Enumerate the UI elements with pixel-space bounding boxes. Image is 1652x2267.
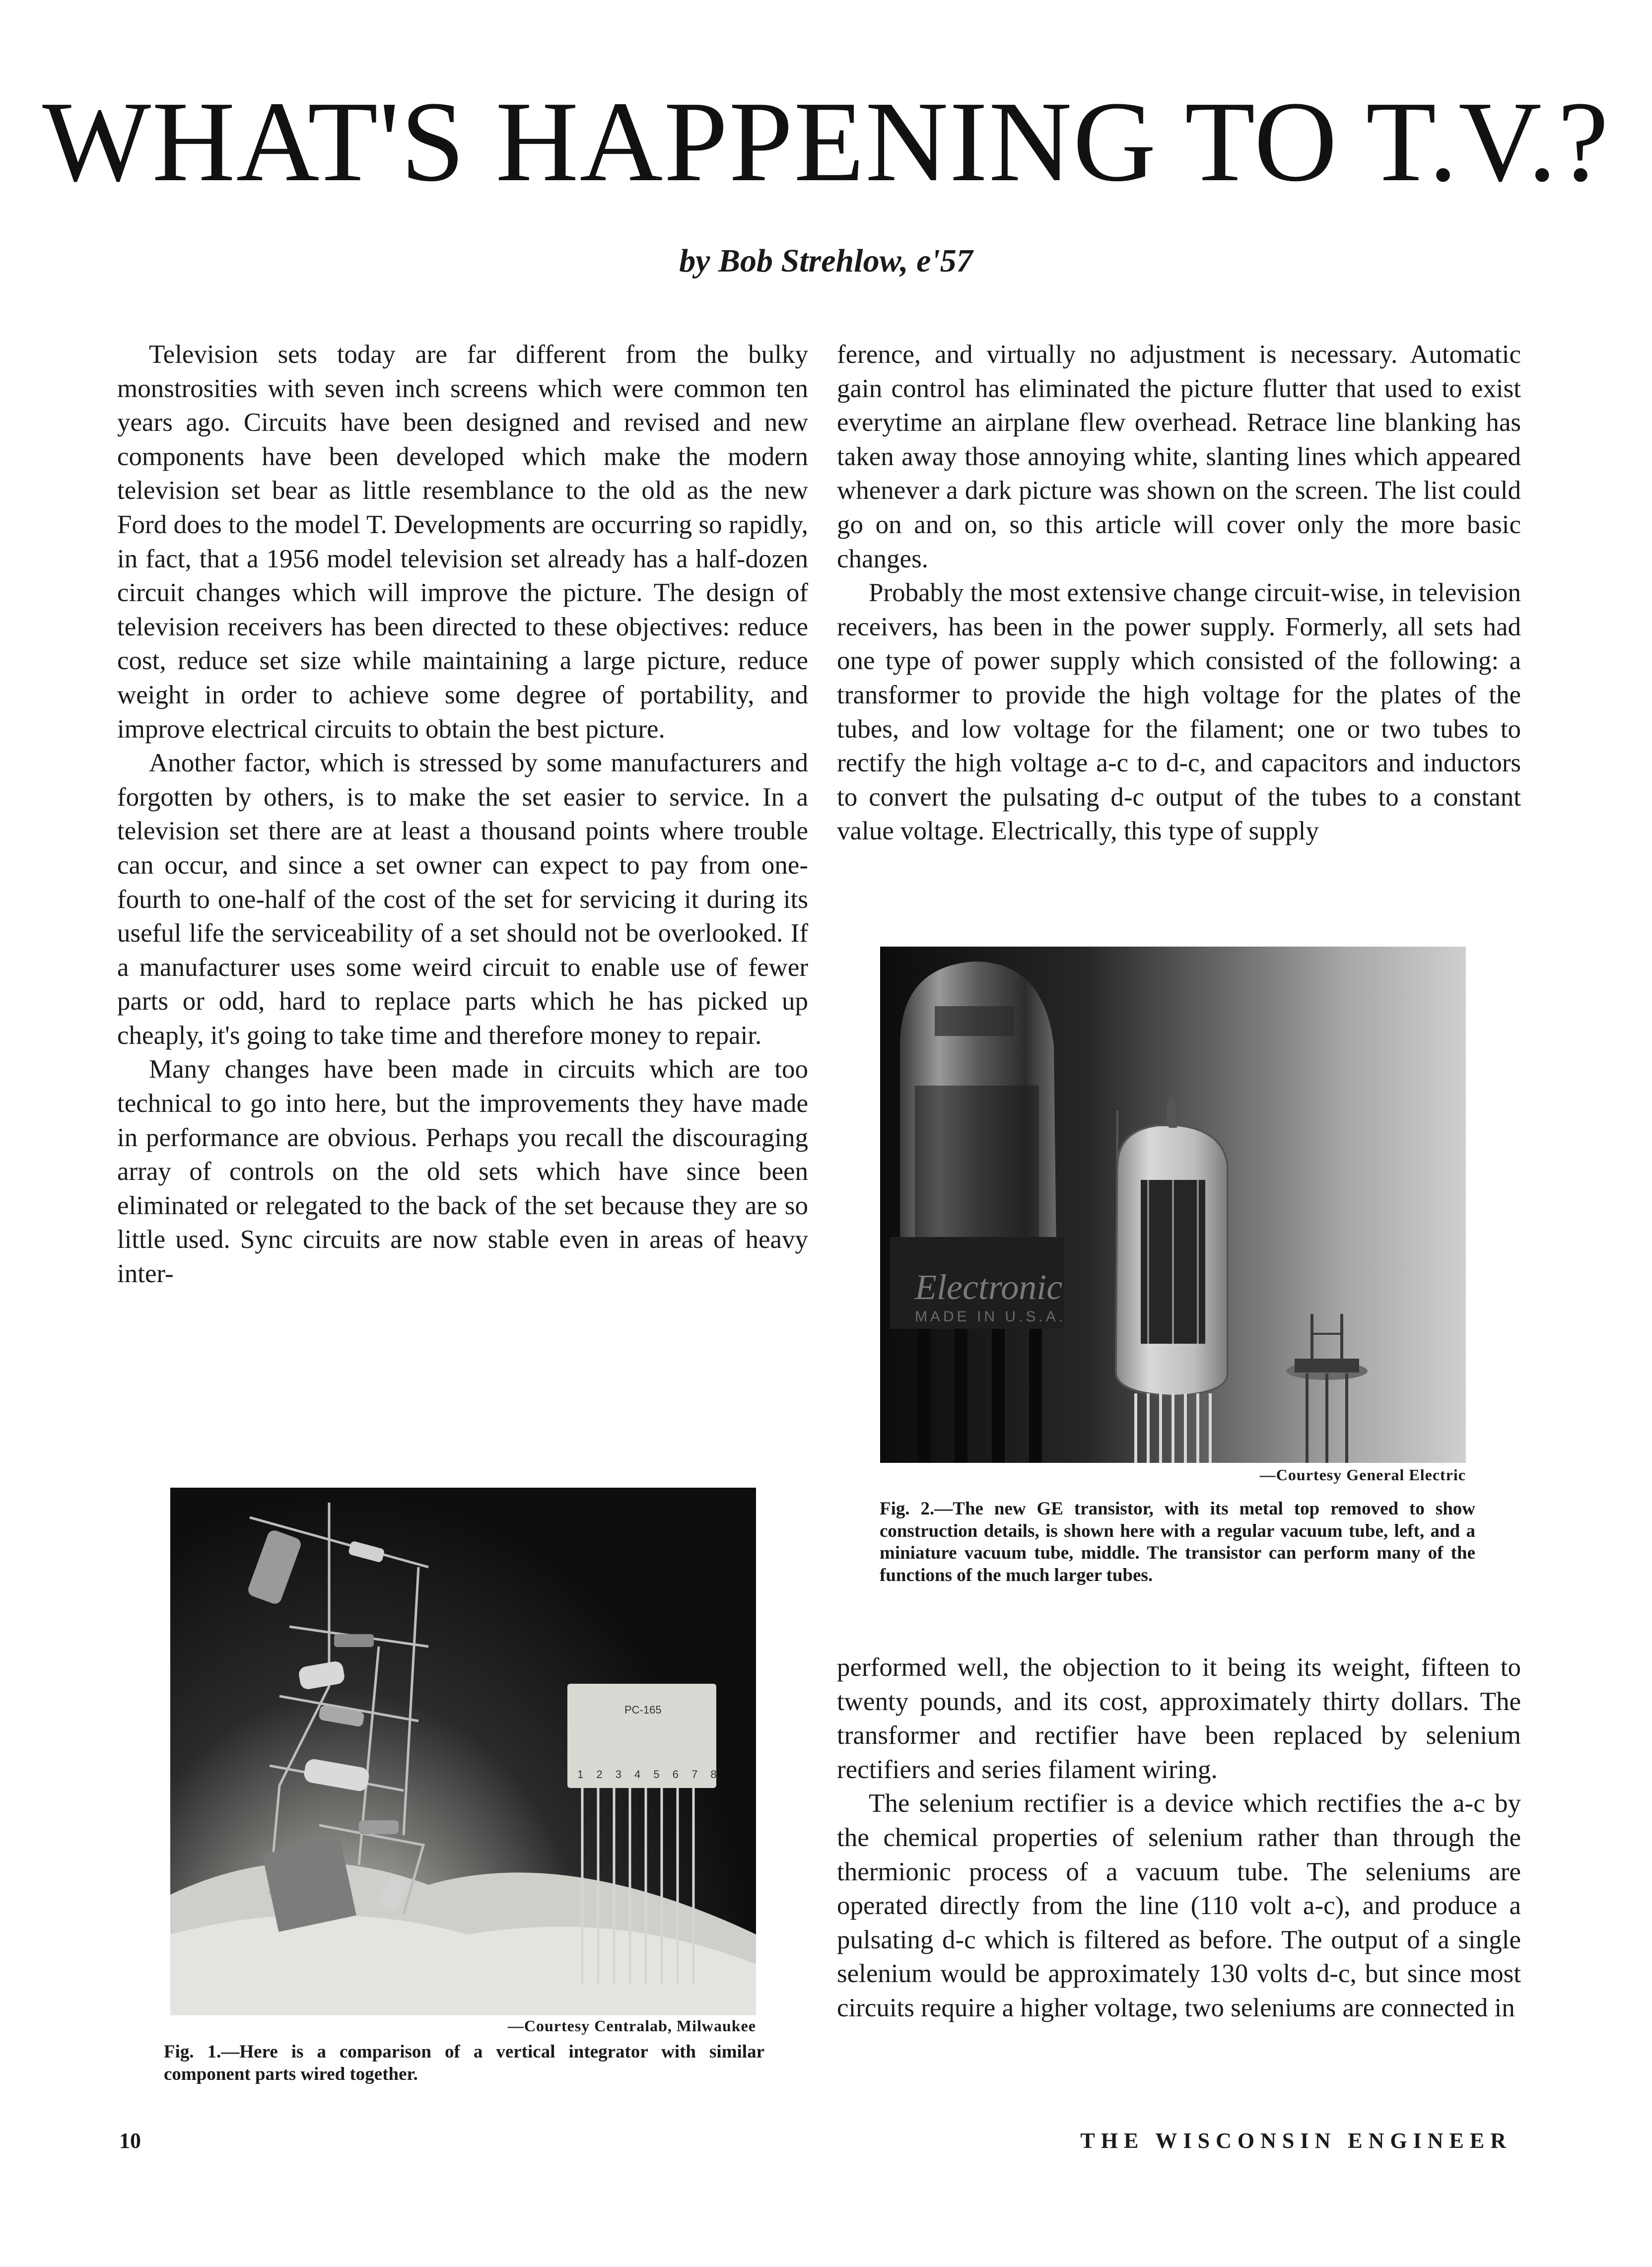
body-column-left: [117, 338, 808, 1291]
figure-2-credit: —Courtesy General Electric: [1259, 1466, 1466, 1484]
miniature-vacuum-tube: [1116, 1096, 1228, 1463]
body-paragraph: Probably the most extensive change circuit-wise, in television receivers, has been in the power supply. Formerly, all sets had one type of power supply which consisted of the following: a transformer to provide the high voltage for the plates of the tubes, and low voltage for the filament; one or two tubes to rectify the high voltage a-c to d-c, and capacitors and inductors to convert the pulsating d-c output of the tubes to a constant value voltage. Electrically, this type of supply: [837, 578, 1521, 846]
body-paragraph: Many changes have been made in circuits which are too technical to go into here, but the improvements they have made in performance are obvious. Perhaps you recall the discouraging array of controls on the old sets which have since been eliminated or relegated to the back of the set because they are so little used. Sync circuits are now stable even in areas of heavy inter-: [117, 1055, 808, 1289]
module-label: PC-165: [624, 1704, 662, 1716]
tube-script-label: Electronic: [915, 1267, 1063, 1307]
module-pin-numbers: 1 2 3 4 5 6 7 8: [577, 1768, 722, 1781]
figure-2-photo: [880, 947, 1466, 1463]
figure-1-photo: [170, 1488, 756, 2015]
body-paragraph: The selenium rectifier is a device which rectifies the a-c by the chemical properties of selenium rather than through the thermionic process of a vacuum tube. The seleniums are operated directly from the line (110 volt a-c), and produce a pulsating d-c which is filtered as before. The output of a single selenium would be approximately 130 volts d-c, but since most circuits require a higher voltage, two seleniums are connected in: [837, 1789, 1521, 2022]
figure-1-caption: Fig. 1.—Here is a comparison of a vertical integrator with similar component parts wired together.: [164, 2042, 764, 2084]
body-column-right-bottom: [837, 1650, 1521, 2025]
body-column-right-top: [837, 338, 1521, 848]
article-title: WHAT'S HAPPENING TO T.V.?: [42, 78, 1610, 206]
body-paragraph: Television sets today are far different from the bulky monstrosities with seven inch screens which were common ten years ago. Circuits have been designed and revised and new components have been developed which make the modern television set bear as little resemblance to the old as the new Ford does to the model T. Developments are occurring so rapidly, in fact, that a 1956 model television set already has a half-dozen circuit changes which will improve the picture. The design of television receivers has been directed to these objectives: reduce cost, reduce set size while maintaining a large picture, reduce weight in order to achieve some degree of portability, and improve electrical circuits to obtain the best picture.: [117, 340, 808, 744]
figure-1-illustration: [170, 1488, 756, 2015]
figure-2-caption: Fig. 2.—The new GE transistor, with its metal top removed to show construction details, is shown here with a regular vacuum tube, left, and a miniature vacuum tube, middle. The transistor can perform many of the functions of the much larger tubes.: [880, 1499, 1475, 1585]
body-paragraph: Another factor, which is stressed by some manufacturers and forgotten by others, is to make the set easier to service. In a television set there are at least a thousand points where trouble can occur, and since a set owner can expect to pay from one-fourth to one-half of the cost of the set for servicing it during its useful life the serviceability of a set should not be overlooked. If a manufacturer uses some weird circuit to enable use of fewer parts or odd, hard to replace parts which he has picked up cheaply, it's going to take time and therefore money to repair.: [117, 749, 808, 1050]
body-paragraph-continued: performed well, the objection to it being its weight, fifteen to twenty pounds, and its cost, approximately thirty dollars. The transformer and rectifier have been replaced by selenium rectifiers and series filament wiring.: [837, 1653, 1521, 1784]
figure-1-credit: —Courtesy Centralab, Milwaukee: [507, 2017, 756, 2035]
tube-made-label: MADE IN U.S.A.: [915, 1308, 1066, 1325]
body-paragraph-continued: ference, and virtually no adjustment is necessary. Automatic gain control has eliminated the picture flutter that used to exist everytime an airplane flew overhead. Retrace line blanking has taken away those annoying white, slanting lines which appeared whenever a dark picture was shown on the screen. The list could go on and on, so this article will cover only the more basic changes.: [837, 340, 1521, 573]
article-byline: by Bob Strehlow, e'57: [679, 243, 973, 279]
publication-name: THE WISCONSIN ENGINEER: [1080, 2129, 1512, 2153]
large-vacuum-tube: [890, 962, 1066, 1463]
ge-transistor: [1286, 1314, 1368, 1463]
page-number: 10: [119, 2129, 141, 2153]
figure-2-illustration: [880, 947, 1466, 1463]
